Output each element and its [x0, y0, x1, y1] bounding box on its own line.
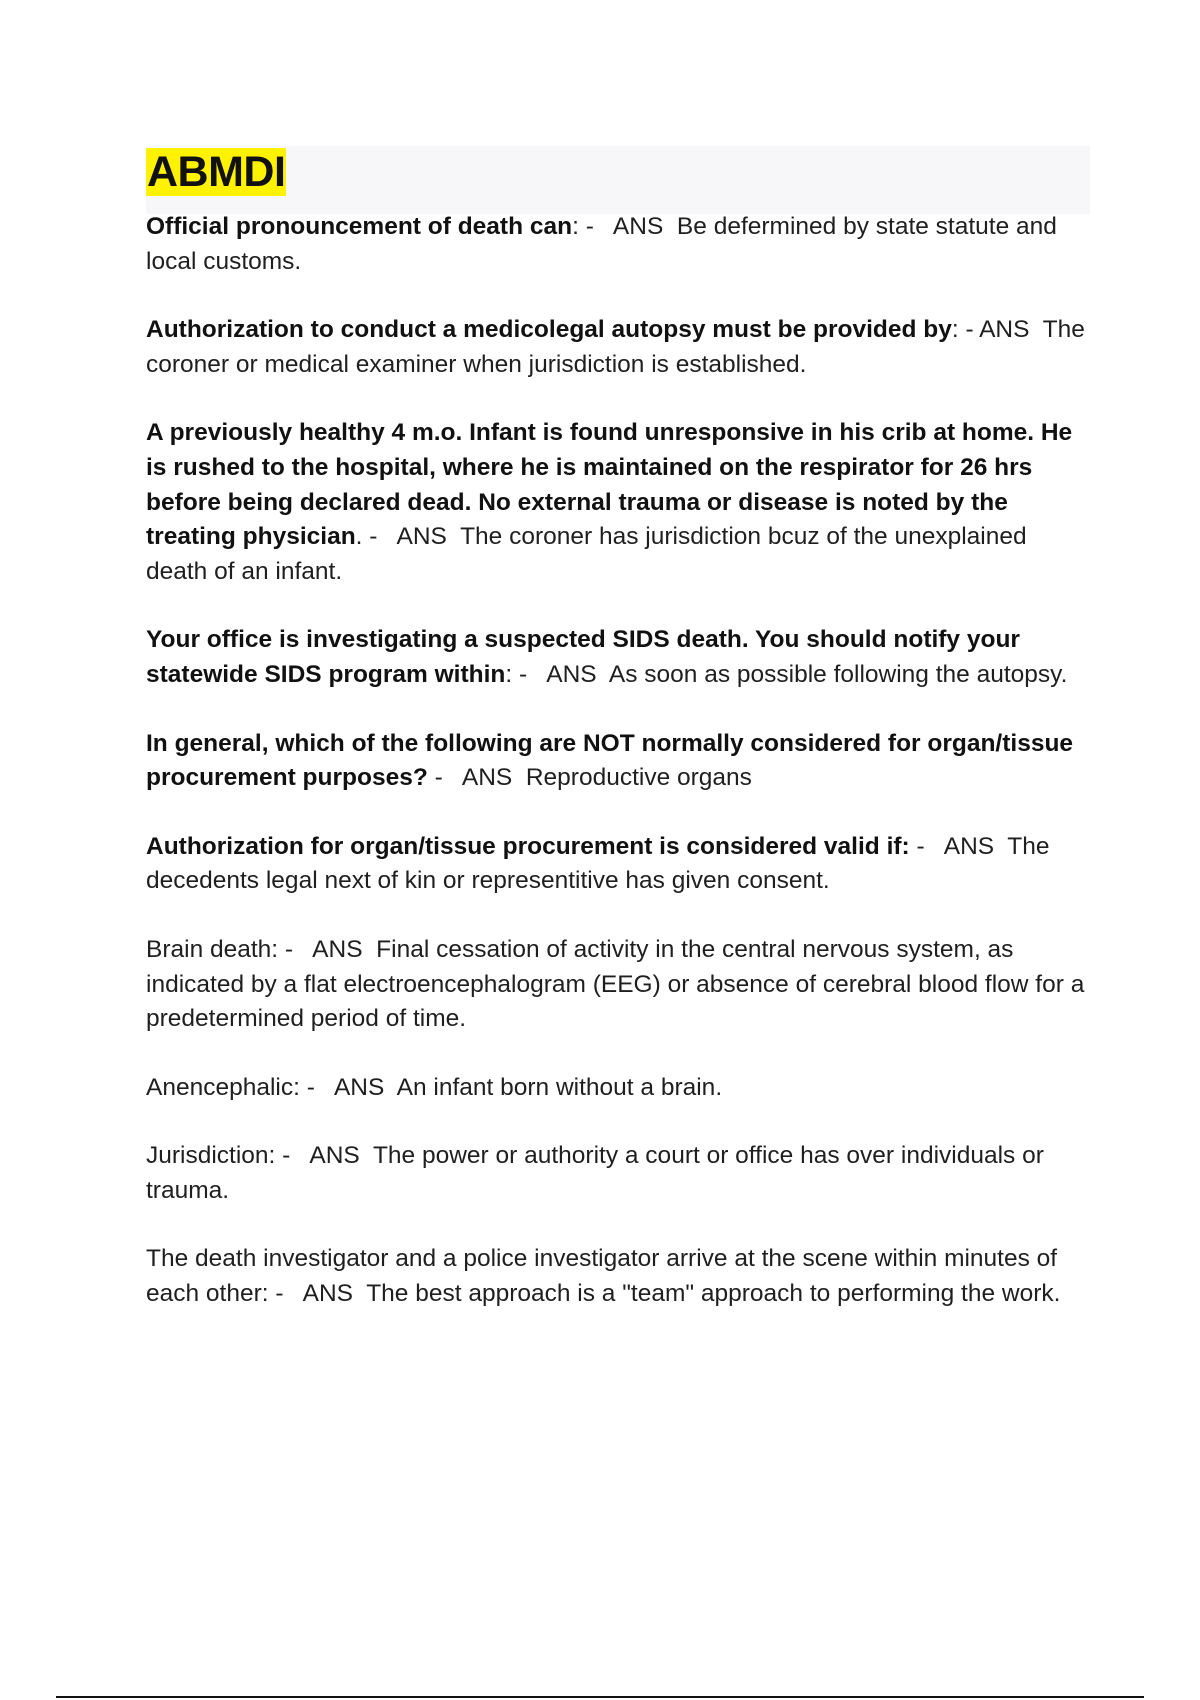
answer-separator: - ANS: [299, 1073, 397, 1101]
qa-entry: [146, 727, 1090, 796]
qa-entry: [146, 933, 1090, 1037]
answer-text: The decedents legal next of kin or representitive has given consent.: [146, 832, 1050, 895]
qa-entry: [146, 1139, 1090, 1208]
answer-text: An infant born without a brain.: [396, 1073, 723, 1101]
footer-divider: [56, 1696, 1144, 1698]
question-text: Jurisdiction:: [146, 1142, 276, 1170]
answer-separator: - ANS: [275, 1142, 373, 1170]
answer-text: The coroner has jurisdiction bcuz of the unexplained death of an infant.: [146, 523, 1027, 585]
answer-text: Reproductive organs: [525, 764, 752, 792]
answer-text: The power or authority a court or office has over individuals or trauma.: [146, 1142, 1044, 1204]
title-highlight: ABMDI: [147, 148, 286, 196]
answer-separator: : - ANS: [572, 213, 677, 240]
question-text: In general, which of the following are NOT normally considered for organ/tissue procurement purposes?: [146, 729, 1074, 792]
answer-separator: : - ANS: [951, 316, 1043, 344]
question-text: Anencephalic:: [146, 1073, 300, 1101]
question-text: Official pronouncement of death can: [146, 213, 573, 240]
answer-separator: - ANS: [909, 832, 1008, 860]
qa-list: [146, 210, 1090, 1346]
answer-text: Final cessation of activity in the central nervous system, as indicated by a flat electroencephalogram (EEG) or absence of cerebral blood flow for a predetermined period of time.: [146, 935, 1085, 1033]
answer-separator: - ANS: [278, 935, 377, 963]
qa-entry: [146, 830, 1090, 899]
document-title: [146, 146, 286, 198]
answer-separator: - ANS: [427, 764, 526, 792]
qa-entry: [146, 1242, 1090, 1311]
answer-text: Be defermined by state statute and local customs.: [146, 213, 1057, 275]
qa-entry: [146, 623, 1090, 692]
qa-entry: [146, 210, 1090, 279]
answer-separator: . - ANS: [355, 523, 461, 551]
question-text: Brain death:: [146, 935, 279, 963]
question-text: Your office is investigating a suspected SIDS death. You should notify your statewide SIDS program within: [146, 626, 1020, 688]
answer-text: As soon as possible following the autopsy.: [608, 660, 1068, 688]
qa-entry: [146, 313, 1090, 382]
qa-entry: [146, 1071, 1090, 1106]
title-band: [146, 146, 1090, 214]
answer-separator: - ANS: [268, 1280, 367, 1308]
question-text: A previously healthy 4 m.o. Infant is found unresponsive in his crib at home. He is rushed to the hospital, where he is maintained on the respirator for 26 hrs before being declared dead. No external trauma or disease is noted by the treating physician: [146, 419, 1073, 551]
qa-entry: [146, 416, 1090, 589]
answer-separator: : - ANS: [505, 660, 609, 688]
question-text: Authorization for organ/tissue procurement is considered valid if:: [146, 832, 910, 860]
question-text: Authorization to conduct a medicolegal autopsy must be provided by: [146, 316, 952, 344]
answer-text: The best approach is a "team" approach to performing the work.: [366, 1280, 1061, 1308]
answer-text: The coroner or medical examiner when jurisdiction is established.: [146, 316, 1085, 378]
question-text: The death investigator and a police investigator arrive at the scene within minutes of each other:: [146, 1245, 1058, 1308]
